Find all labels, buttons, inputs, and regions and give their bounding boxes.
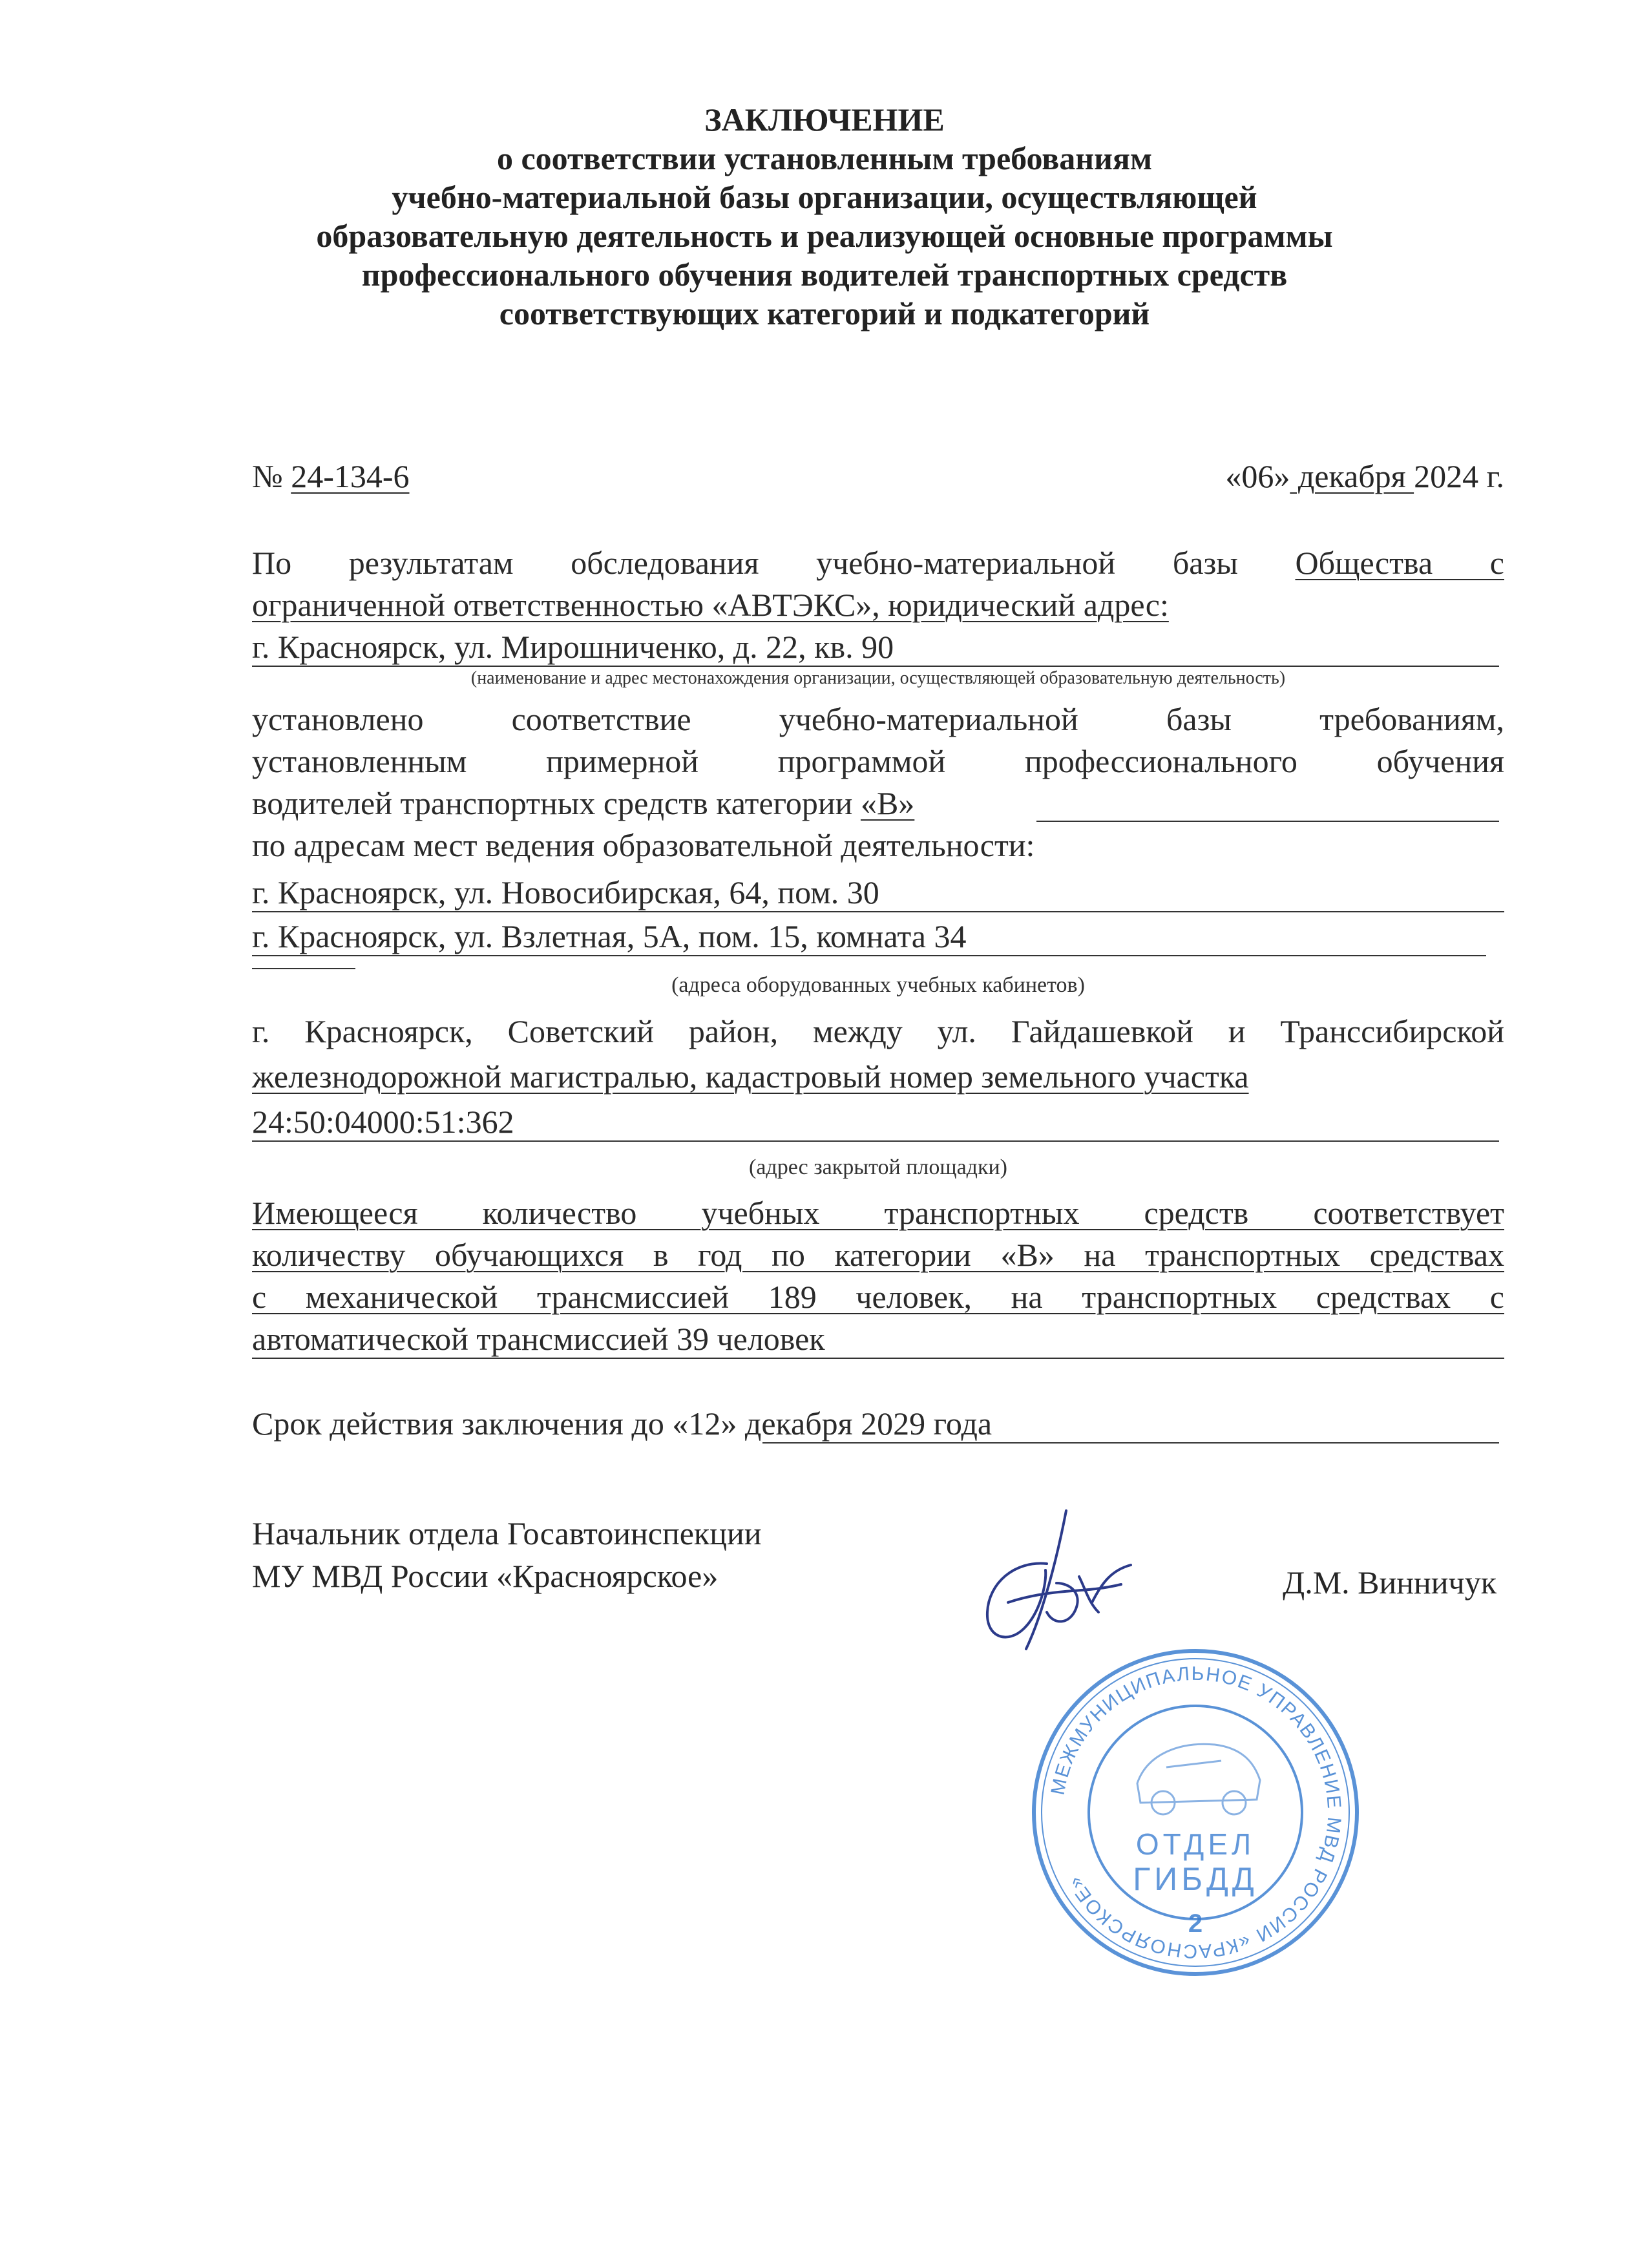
title-line-6: соответствующих категорий и подкатегорий <box>499 295 1150 331</box>
number-prefix: № <box>252 458 291 494</box>
date-day: «06» <box>1225 458 1290 494</box>
vehicles-line-2 <box>252 1235 1504 1275</box>
official-stamp <box>1027 1644 1363 1980</box>
stamp-center-1: ОТДЕЛ <box>1135 1827 1255 1861</box>
category-rule <box>1036 821 1499 822</box>
validity-date: 12» декабря 2029 года <box>688 1405 993 1442</box>
number-value: 24-134-6 <box>291 458 410 494</box>
intro-line-1 <box>252 543 1504 583</box>
date-year: 2024 г. <box>1414 458 1504 494</box>
title-line-5: профессионального обучения водителей транспортных средств <box>361 257 1288 293</box>
title-line-3: учебно-материальной базы организации, осуществляющей <box>392 179 1257 215</box>
vehicles-line-1-text: Имеющееся количество учебных транспортных средств соответствует <box>252 1195 1504 1231</box>
established-line-2: установленным примерной программой профессионального обучения <box>252 743 1504 779</box>
intro-line-3: г. Красноярск, ул. Мирошниченко, д. 22, кв. 90 <box>252 629 894 665</box>
cabinet-address-1-rule <box>252 911 1504 912</box>
caption-organization: (наименование и адрес местонахождения организации, осуществляющей образовательную деятельность) <box>470 668 1286 688</box>
caption-cabinets: (адреса оборудованных учебных кабинетов) <box>671 973 1085 997</box>
stamp-ring-text: МЕЖМУНИЦИПАЛЬНОЕ УПРАВЛЕНИЕ МВД РОССИИ «КРАСНОЯРСКОЕ» <box>1047 1663 1345 1962</box>
document-number <box>252 456 410 496</box>
signer-name: Д.М. Винничук <box>1283 1564 1497 1601</box>
validity-label: Срок действия заключения до « <box>252 1405 689 1442</box>
date-month: декабря <box>1290 458 1414 494</box>
area-line-3: 24:50:04000:51:362 <box>252 1104 514 1140</box>
area-line-2 <box>252 1056 1504 1097</box>
category-value: «В» <box>860 785 915 821</box>
area-line-2-text: железнодорожной магистралью, кадастровый номер земельного участка <box>252 1058 1249 1095</box>
area-rule <box>252 1140 1499 1142</box>
category-label: водителей транспортных средств категории <box>252 785 861 821</box>
title-line-4: образовательную деятельность и реализующей основные программы <box>316 218 1333 254</box>
document-date <box>1225 456 1504 496</box>
vehicles-rule <box>252 1358 1504 1359</box>
cabinet-address-2-rule <box>252 955 1486 956</box>
cabinet-address-2: г. Красноярск, ул. Взлетная, 5А, пом. 15, комната 34 <box>252 918 967 954</box>
stamp-number: 2 <box>1188 1909 1203 1938</box>
vehicles-line-3 <box>252 1277 1504 1317</box>
title-line-1: ЗАКЛЮЧЕНИЕ <box>704 101 945 138</box>
validity-line <box>252 1403 1504 1444</box>
vehicles-line-3-text: с механической трансмиссией 189 человек, на транспортных средствах с <box>252 1279 1504 1315</box>
addresses-intro: по адресам мест ведения образовательной деятельности: <box>252 827 1035 863</box>
org-name-start: Общества с <box>1295 545 1504 581</box>
signer-position-1: Начальник отдела Госавтоинспекции <box>252 1515 762 1551</box>
document-title <box>0 100 1649 333</box>
established-line-1: установлено соответствие учебно-материальной базы требованиям, <box>252 701 1504 737</box>
signer-position-2: МУ МВД России «Красноярское» <box>252 1558 719 1594</box>
title-line-2: о соответствии установленным требованиям <box>496 140 1152 176</box>
area-line-1: г. Красноярск, Советский район, между ул. Гайдашевкой и Транссибирской <box>252 1013 1504 1049</box>
cabinet-address-1: г. Красноярск, ул. Новосибирская, 64, пом. 30 <box>252 874 879 910</box>
vehicles-line-2-text: количеству обучающихся в год по категории «В» на транспортных средствах <box>252 1237 1504 1273</box>
established-line-3 <box>252 783 1504 823</box>
car-emblem-icon <box>1137 1744 1260 1814</box>
caption-area: (адрес закрытой площадки) <box>749 1155 1007 1179</box>
handwritten-signature <box>969 1506 1137 1661</box>
intro-line-2 <box>252 585 1504 625</box>
vehicles-line-4: автоматической трансмиссией 39 человек <box>252 1321 825 1357</box>
org-address-rule <box>252 666 1499 667</box>
stamp-center-2: ГИБДД <box>1133 1861 1258 1897</box>
cabinet-extra-rule <box>252 968 355 969</box>
intro-line-1-text: По результатам обследования учебно-материальной базы <box>252 545 1238 581</box>
org-name-rest: ограниченной ответственностью «АВТЭКС», юридический адрес: <box>252 587 1169 623</box>
validity-rule <box>762 1442 1499 1444</box>
vehicles-line-1 <box>252 1193 1504 1233</box>
